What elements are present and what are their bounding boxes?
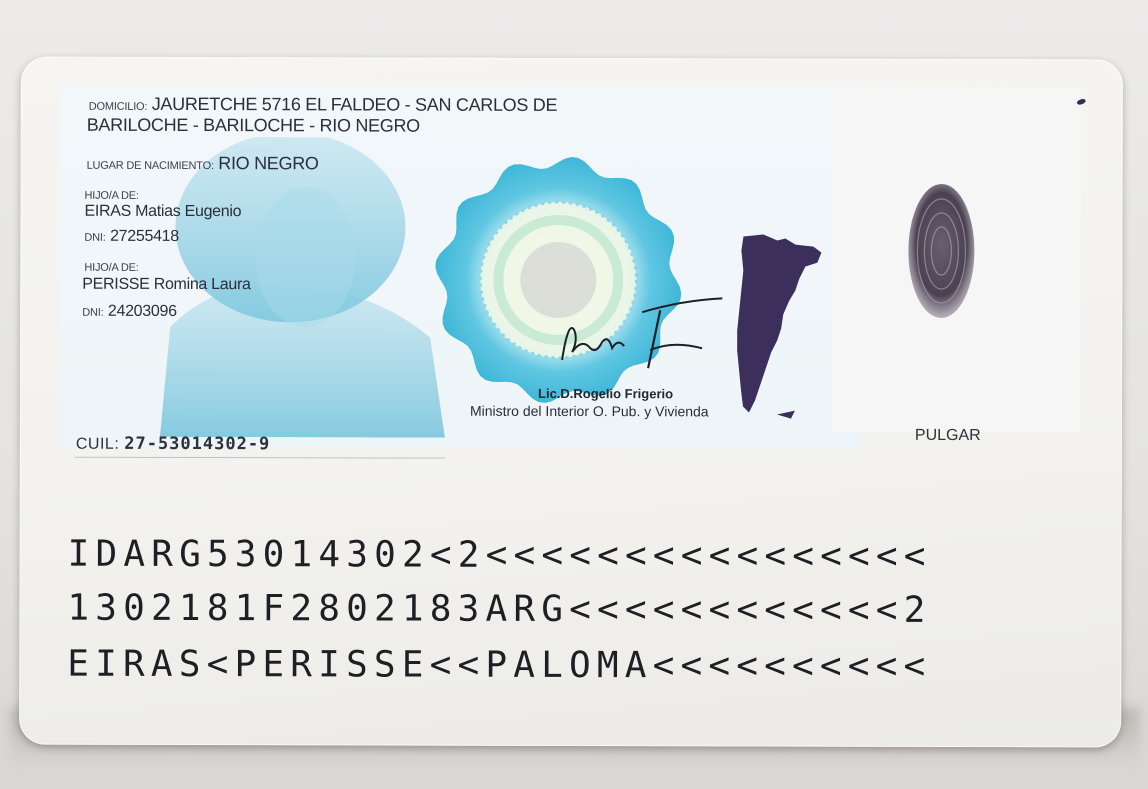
address-line-1: JAURETCHE 5716 EL FALDEO - SAN CARLOS DE (151, 93, 558, 115)
cuil-block (76, 434, 270, 455)
mrz-line-1: IDARG53014302<2<<<<<<<<<<<<<<<< (67, 533, 932, 577)
address-block (89, 95, 557, 115)
cuil-value: 27-53014302-9 (124, 433, 271, 455)
parent-2-dni-block (82, 304, 176, 320)
id-card-back (19, 57, 1123, 748)
signature-icon (552, 290, 732, 380)
parent-1-name: EIRAS Matias Eugenio (84, 202, 242, 221)
parent-2-dni-label: DNI: (82, 306, 104, 319)
mrz-line-3: EIRAS<PERISSE<<PALOMA<<<<<<<<<< (67, 643, 932, 687)
parent-1-dni-label: DNI: (84, 231, 106, 244)
birthplace-label: LUGAR DE NACIMIENTO: (86, 159, 214, 173)
parent-2-label: HIJO/A DE: (84, 261, 139, 274)
parent-1-dni: 27255418 (110, 227, 179, 245)
officer-name: Lic.D.Rogelio Frigerio (538, 385, 674, 402)
birthplace-value: RIO NEGRO (218, 153, 319, 174)
mrz-line-2: 1302181F2802183ARG<<<<<<<<<<<<2 (67, 587, 932, 631)
argentina-map-icon (725, 230, 835, 420)
thumb-label: PULGAR (914, 426, 981, 445)
parent-2-dni: 24203096 (107, 302, 177, 320)
birthplace-block (87, 154, 319, 174)
thumbprint-icon (905, 181, 977, 321)
address-label: DOMICILIO: (88, 100, 148, 113)
parent-1-dni-block (84, 229, 178, 245)
address-line-2: BARILOCHE - BARILOCHE - RIO NEGRO (86, 114, 420, 136)
parent-2-name: PERISSE Romina Laura (82, 275, 251, 294)
cuil-underline (75, 457, 445, 459)
cuil-label: CUIL: (75, 435, 120, 453)
parent-1-label: HIJO/A DE: (84, 189, 139, 202)
officer-title: Ministro del Interior O. Pub. y Vivienda (469, 402, 709, 420)
